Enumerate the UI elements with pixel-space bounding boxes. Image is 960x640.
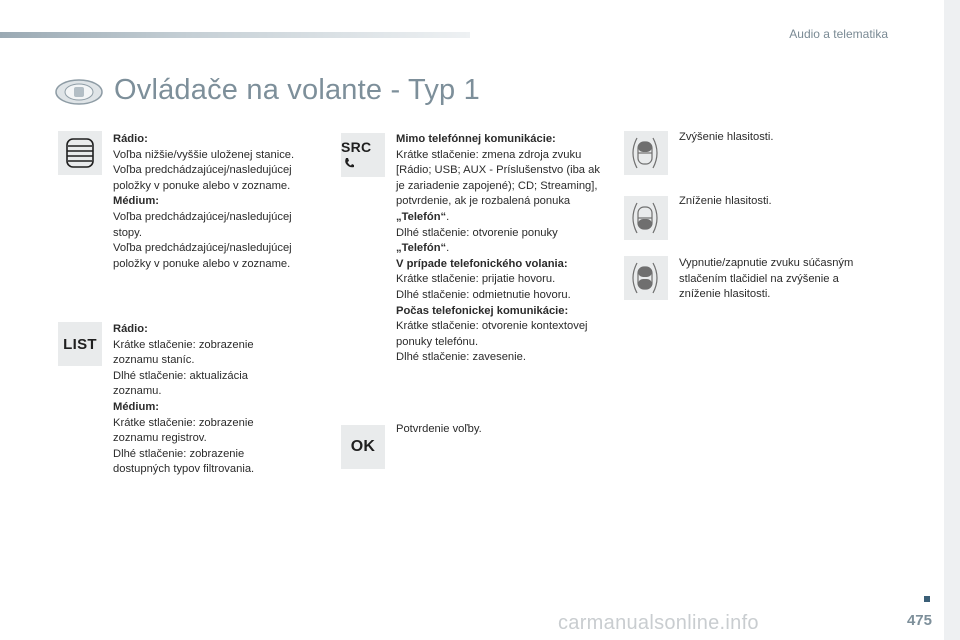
ok-icon: OK <box>350 438 376 455</box>
header-bar <box>0 32 470 38</box>
list-description <box>113 322 293 478</box>
volume-up-icon-box <box>624 131 668 175</box>
media-heading: Médium: <box>113 195 159 208</box>
src-description <box>396 132 606 366</box>
list-media-text-1: Krátke stlačenie: zobrazenie zoznamu registrov. <box>113 416 254 445</box>
src-text-1b: „Telefón“ <box>396 210 447 223</box>
volume-down-button-icon <box>627 199 665 237</box>
radio-text-1: Voľba nižšie/vyššie uloženej stanice. <box>113 148 295 161</box>
no-call-heading: Mimo telefónnej komunikácie: <box>396 133 556 145</box>
page-title: Ovládače na volante - Typ 1 <box>114 74 480 106</box>
src-text-3: Krátke stlačenie: prijatie hovoru. <box>396 273 556 286</box>
src-text-1 <box>396 148 606 226</box>
volume-up-button-icon <box>627 134 665 172</box>
phone-handset-icon <box>343 157 355 169</box>
src-label: SRC <box>341 139 372 155</box>
list-radio-text-1: Krátke stlačenie: zobrazenie zoznamu staníc. <box>113 338 254 367</box>
thumbwheel-description <box>113 132 323 272</box>
page-number: 475 <box>906 612 932 629</box>
media-text-2: Voľba predchádzajúcej/nasledujúcej položky v ponuke alebo v zozname. <box>113 242 292 270</box>
src-text-2c: . <box>446 242 450 255</box>
section-label: Audio a telematika <box>789 27 888 41</box>
ok-text: Potvrdenie voľby. <box>396 423 482 435</box>
page-edge-strip <box>944 0 960 640</box>
during-call-heading: Počas telefonickej komunikácie: <box>396 304 569 317</box>
thumbwheel-icon <box>63 138 97 168</box>
src-text-2b: „Telefón“ <box>396 242 447 255</box>
src-text-1a: Krátke stlačenie: zmena zdroja zvuku [Rádio; USB; AUX - Príslušenstvo (iba ak je zariadenie zapojené); CD; Streaming], potvrdenie, ak je rozbalená ponuka <box>396 148 600 208</box>
src-text-6: Dlhé stlačenie: zavesenie. <box>396 351 526 364</box>
src-button-icon-box <box>341 133 385 177</box>
watermark: carmanualsonline.info <box>558 612 759 634</box>
list-radio-heading: Rádio: <box>113 323 148 335</box>
src-text-2 <box>396 226 606 257</box>
src-text-2a: Dlhé stlačenie: otvorenie ponuky <box>396 226 558 239</box>
volume-up-text: Zvýšenie hlasitosti. <box>679 131 774 143</box>
src-text-4: Dlhé stlačenie: odmietnutie hovoru. <box>396 288 571 301</box>
mute-icon-box <box>624 256 668 300</box>
radio-heading: Rádio: <box>113 133 148 145</box>
list-media-text-2: Dlhé stlačenie: zobrazenie dostupných typov filtrovania. <box>113 447 255 476</box>
list-icon: LIST <box>63 335 97 353</box>
steering-wheel-control-icon <box>54 78 104 106</box>
page-marker <box>924 596 930 602</box>
mute-description <box>679 256 879 303</box>
media-text-1: Voľba predchádzajúcej/nasledujúcej stopy. <box>113 210 292 239</box>
volume-down-text: Zníženie hlasitosti. <box>679 195 772 207</box>
wheel-thumbwheel-icon-box <box>58 131 102 175</box>
volume-down-description <box>679 194 879 210</box>
incoming-call-heading: V prípade telefonického volania: <box>396 257 568 270</box>
src-text-5: Krátke stlačenie: otvorenie kontextovej ponuky telefónu. <box>396 320 588 348</box>
ok-button-icon-box <box>341 425 385 469</box>
volume-down-icon-box <box>624 196 668 240</box>
mute-buttons-icon <box>627 259 665 297</box>
volume-up-description <box>679 130 879 146</box>
list-button-icon-box <box>58 322 102 366</box>
list-radio-text-2: Dlhé stlačenie: aktualizácia zoznamu. <box>113 369 248 398</box>
mute-text: Vypnutie/zapnutie zvuku súčasným stlačením tlačidiel na zvýšenie a zníženie hlasitosti. <box>679 257 854 301</box>
src-text-1c: . <box>446 210 450 223</box>
ok-description <box>396 422 596 438</box>
list-media-heading: Médium: <box>113 400 159 413</box>
src-icon <box>341 139 385 171</box>
radio-text-2: Voľba predchádzajúcej/nasledujúcej položky v ponuke alebo v zozname. <box>113 164 292 192</box>
